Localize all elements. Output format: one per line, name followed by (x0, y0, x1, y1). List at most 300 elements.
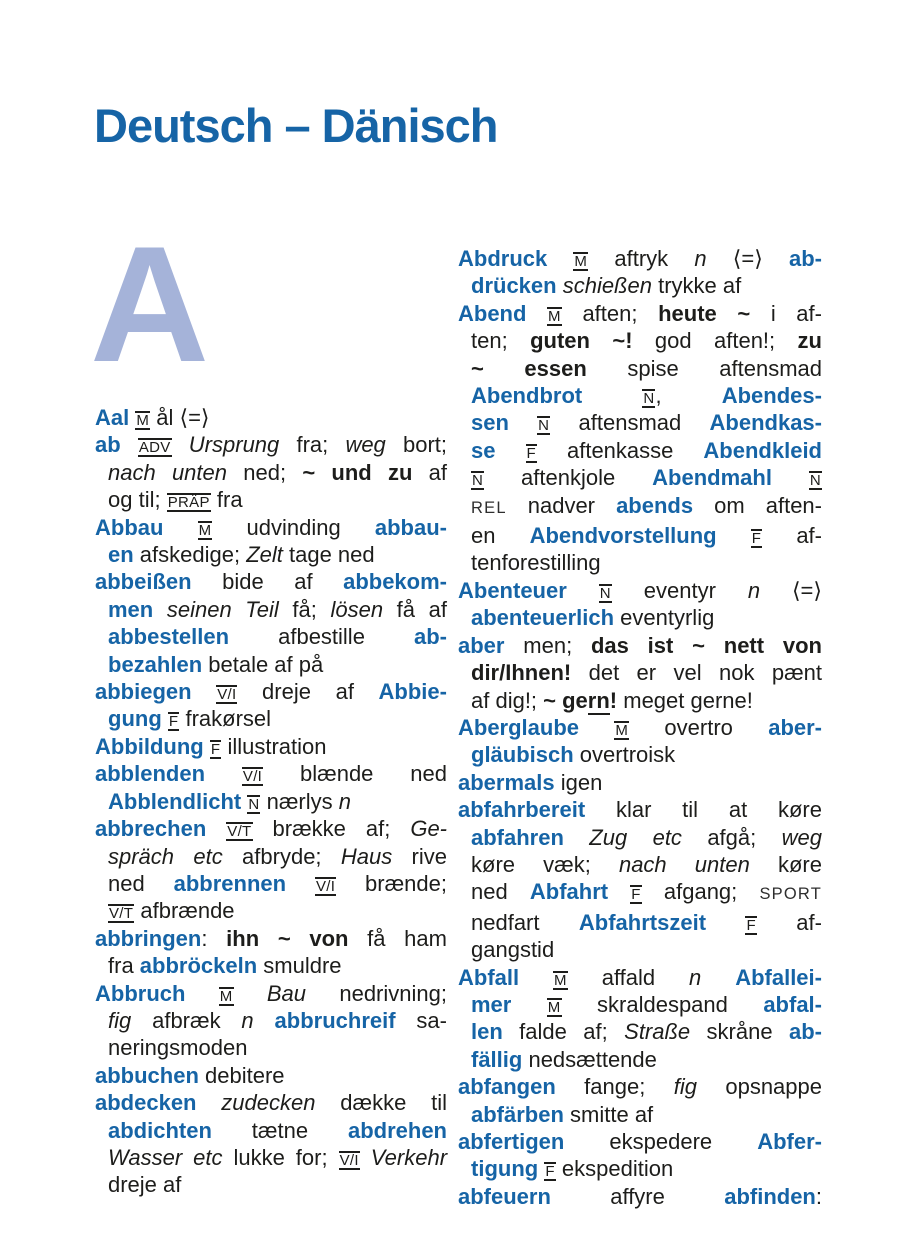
headword: abdecken (95, 1090, 222, 1116)
dictionary-entry (95, 431, 447, 513)
headword: abenteuerlich (471, 605, 615, 631)
translation-text: fra; (279, 432, 346, 458)
translation-text: få ham (348, 925, 447, 951)
headword: Abbildung (95, 733, 210, 759)
entry-line (458, 991, 822, 1018)
translation-text: tenforestilling (471, 550, 601, 576)
gender-marker: F (526, 444, 536, 462)
translation-text: afbestille (229, 624, 414, 650)
usage-italic: Haus (340, 843, 393, 869)
translation-text: aftryk (588, 246, 695, 271)
translation-text: eventyrlig (614, 605, 715, 631)
gender-marker: V/T (109, 905, 134, 923)
entry-line (458, 245, 822, 272)
entry-line (458, 824, 822, 851)
dictionary-entry (95, 925, 447, 980)
translation-text: lukke for; (222, 1144, 339, 1170)
entry-line (95, 514, 447, 541)
dictionary-entry (458, 632, 822, 714)
gender-marker: N (248, 795, 260, 813)
entry-line (95, 870, 447, 897)
translation-text: tætne (211, 1117, 348, 1143)
translation-text: i af- (750, 300, 822, 326)
translation-text: overtroisk (573, 742, 676, 768)
usage-italic: spräch etc (108, 843, 223, 869)
translation-text: afbrænde (134, 898, 235, 924)
entry-line (95, 1117, 447, 1144)
translation-text: og til; (108, 487, 167, 513)
usage-italic: Zug etc (589, 824, 682, 850)
translation-text: afbryde; (222, 843, 341, 869)
translation-text: få af (383, 596, 448, 622)
translation-text: sa- (395, 1007, 447, 1033)
gender-marker: V/I (315, 877, 336, 895)
dictionary-entry (458, 769, 822, 796)
translation-text: afbræk (131, 1007, 242, 1033)
headword: ab- (789, 246, 822, 271)
translation-text: af- (762, 523, 822, 549)
translation-text: aftensmad (550, 410, 710, 436)
headword: Aal (95, 405, 136, 430)
usage-italic: zudecken (221, 1090, 316, 1116)
phrase-bold: zu (797, 328, 822, 354)
translation-text: aftenkasse (536, 437, 704, 463)
headword: Abfahrtszeit (578, 909, 746, 935)
dictionary-entry (95, 1062, 447, 1089)
usage-italic: Verkehr (359, 1144, 448, 1170)
phrase-bold: ihn ~ von (226, 925, 349, 951)
translation-text: tage ned (282, 542, 375, 568)
dictionary-entry (95, 678, 447, 733)
dictionary-entry (458, 245, 822, 300)
translation-text: afgang; (641, 879, 760, 905)
headword: aber (458, 632, 505, 658)
headword: abfahren (471, 824, 590, 850)
entry-line (458, 796, 822, 823)
translation-text: smuldre (257, 953, 342, 979)
entry-line (95, 541, 447, 568)
gender-marker: V/I (217, 686, 237, 704)
translation-text: køre væk; (471, 851, 619, 877)
headword: se (471, 437, 526, 463)
gender-marker: F (210, 740, 221, 758)
headword: Abendkleid (703, 437, 822, 463)
gender-marker: V/I (242, 768, 263, 786)
headword: abfahrbereit (458, 797, 586, 823)
translation-text: ten; (471, 328, 531, 354)
translation-text: opsnappe (696, 1074, 822, 1100)
translation-text: eventyr (611, 577, 748, 603)
headword: abbiegen (95, 679, 217, 705)
entry-line (95, 952, 447, 979)
usage-italic: n (689, 964, 702, 990)
translation-text: klar til at køre (585, 797, 822, 823)
entry-line (458, 851, 822, 878)
headword: Abbruch (95, 980, 219, 1006)
entry-line (458, 437, 822, 464)
entry-line (95, 1007, 447, 1034)
gender-marker: PRÄP (167, 494, 210, 512)
entry-line (95, 705, 447, 732)
translation-text: af (412, 459, 448, 485)
headword: gung (108, 706, 168, 732)
gender-marker: V/T (227, 823, 252, 841)
translation-text: fange; (555, 1074, 674, 1100)
entry-line (95, 1144, 447, 1171)
dictionary-entry (458, 1183, 822, 1210)
dictionary-entry (458, 714, 822, 769)
translation-text: om aften- (693, 492, 822, 518)
headword: Abbau (95, 514, 198, 540)
entry-line (95, 897, 447, 924)
translation-text: nedfart (471, 909, 579, 935)
headword: aber- (768, 714, 822, 740)
entry-line (95, 788, 447, 815)
translation-text: overtro (629, 714, 769, 740)
headword: Aberglaube (458, 714, 615, 740)
usage-italic: n (747, 577, 761, 603)
translation-text: brænde; (336, 870, 448, 896)
entry-line (95, 404, 447, 431)
headword: Abend (458, 300, 548, 326)
translation-text: ned (471, 879, 530, 905)
entry-line (458, 300, 822, 327)
translation-text: smitte af (563, 1101, 654, 1127)
entry-line (458, 936, 822, 963)
headword: Abdruck (458, 246, 574, 271)
gender-marker: ADV (138, 439, 171, 457)
phrase-bold: ! (609, 687, 618, 713)
headword: tigung (471, 1156, 545, 1182)
translation-text: blænde ned (263, 761, 447, 787)
headword: abbeißen (95, 569, 192, 595)
headword: abermals (458, 769, 555, 795)
gender-marker: M (554, 971, 567, 989)
usage-italic: seinen Teil (166, 596, 279, 622)
headword: Abblendlicht (108, 788, 248, 814)
gender-marker: F (631, 886, 641, 904)
usage-italic: fig (673, 1074, 697, 1100)
entry-line (95, 568, 447, 595)
entry-line (458, 632, 822, 659)
headword: Abendkas- (709, 410, 822, 436)
entry-line (458, 604, 822, 631)
entry-line (458, 964, 822, 991)
entry-line (458, 687, 822, 714)
entry-line (95, 651, 447, 678)
headword: Abenteuer (458, 577, 599, 603)
gender-marker: V/I (339, 1151, 359, 1169)
translation-text: få; (278, 596, 331, 622)
headword: fällig (471, 1046, 523, 1072)
page-title: Deutsch – Dänisch (94, 99, 498, 152)
translation-text: aften; (561, 300, 659, 326)
headword: abbekom- (343, 569, 447, 595)
gender-marker: M (615, 721, 629, 739)
entry-line (95, 1062, 447, 1089)
headword: Abfallei- (735, 964, 822, 990)
gender-marker: F (168, 713, 179, 731)
translation-text: nedrivning; (306, 980, 447, 1006)
usage-italic: lösen (330, 596, 384, 622)
translation-text: : (815, 1183, 822, 1209)
entry-line (95, 980, 447, 1007)
headword: gläubisch (471, 742, 574, 768)
phrase-bold: heute ~ (658, 300, 751, 326)
entry-line (458, 409, 822, 436)
usage-italic: n (338, 788, 351, 814)
translation-text: dække til (315, 1090, 447, 1116)
usage-italic: fig (108, 1007, 132, 1033)
headword: abblenden (95, 761, 242, 787)
translation-text: frakørsel (179, 706, 272, 732)
translation-text: ål ⟨=⟩ (150, 405, 210, 430)
gender-marker: N (643, 390, 655, 408)
translation-text: af dig!; (471, 687, 544, 713)
usage-italic: n (241, 1007, 254, 1033)
phrase-bold: ~ und zu (302, 459, 413, 485)
headword: ab- (414, 624, 447, 650)
field-label: REL (471, 498, 507, 517)
usage-italic: Bau (233, 980, 307, 1006)
entry-line (95, 1034, 447, 1061)
dictionary-entry (458, 577, 822, 632)
entry-line (458, 741, 822, 768)
translation-text (254, 1008, 275, 1033)
usage-italic: nach unten (618, 851, 750, 877)
entry-line (458, 327, 822, 354)
entry-line (95, 1089, 447, 1116)
column-right (458, 245, 822, 1210)
translation-text: køre (749, 851, 822, 877)
headword: sen (471, 410, 538, 436)
headword: abbruchreif (274, 1007, 396, 1033)
gender-marker: M (574, 253, 588, 270)
translation-text: fra (108, 953, 140, 979)
dictionary-entry (95, 733, 447, 760)
headword: mer (471, 991, 547, 1017)
entry-line (95, 925, 447, 952)
entry-line (458, 714, 822, 741)
translation-text (701, 965, 735, 990)
entry-line (95, 760, 447, 787)
gender-marker: F (746, 916, 756, 934)
phrase-bold-underline: rn (587, 687, 610, 713)
dictionary-entry (95, 1089, 447, 1199)
dictionary-entry (95, 980, 447, 1062)
usage-italic: Ursprung (171, 432, 280, 458)
translation-text: dreje af (108, 1172, 182, 1198)
translation-text: debitere (198, 1062, 285, 1088)
translation-text: fra (210, 487, 243, 513)
phrase-bold: ~ essen (471, 355, 587, 381)
usage-italic: Straße (624, 1019, 691, 1045)
headword: Abfall (458, 964, 554, 990)
phrase-bold: guten ~! (530, 328, 633, 354)
headword: abbestellen (108, 624, 230, 650)
headword: abbringen (95, 925, 202, 951)
headword: abbau- (374, 514, 447, 540)
entry-line (458, 1018, 822, 1045)
entry-line (458, 1155, 822, 1182)
gender-marker: N (472, 472, 484, 490)
entry-line (458, 1128, 822, 1155)
headword: Abendes- (721, 383, 822, 409)
translation-text: bide af (191, 569, 344, 595)
headword: abbuchen (95, 1062, 199, 1088)
headword: ab (95, 432, 138, 458)
entry-line (458, 1046, 822, 1073)
headword: Abendvorstellung (529, 523, 751, 549)
usage-italic: schießen (562, 273, 652, 299)
gender-marker: M (547, 998, 561, 1016)
translation-text: neringsmoden (108, 1035, 248, 1061)
entry-line (458, 382, 822, 409)
translation-text: skråne (690, 1019, 789, 1045)
entry-line (95, 459, 447, 486)
translation-text: gangstid (471, 937, 555, 963)
headword: ab- (789, 1019, 822, 1045)
translation-text: illustration (221, 733, 327, 759)
headword: en (108, 542, 134, 568)
dictionary-entry (95, 568, 447, 678)
headword: len (471, 1019, 503, 1045)
translation-text: god aften!; (632, 328, 798, 354)
headword: men (108, 596, 167, 622)
translation-text: brække af; (252, 816, 411, 842)
entry-line (458, 909, 822, 936)
entry-line (458, 464, 822, 491)
translation-text: igen (554, 769, 603, 795)
headword: drücken (471, 273, 563, 299)
translation-text: ekspedition (555, 1156, 674, 1182)
translation-text: falde af; (502, 1019, 625, 1045)
headword: abfal- (763, 991, 822, 1017)
entry-line (458, 355, 822, 382)
headword: Abendmahl (652, 465, 809, 491)
translation-text: ned (108, 870, 174, 896)
usage-italic: nach unten (108, 459, 228, 485)
section-letter: A (90, 212, 210, 396)
usage-italic: weg (781, 824, 822, 850)
translation-text: af- (756, 909, 822, 935)
usage-italic: Wasser etc (108, 1144, 223, 1170)
translation-text: trykke af (651, 273, 742, 299)
column-left (95, 404, 447, 1199)
entry-line (95, 815, 447, 842)
dictionary-entry (95, 815, 447, 925)
entry-line (458, 272, 822, 299)
dictionary-entry (458, 300, 822, 577)
translation-text: udvinding (212, 514, 375, 540)
headword: bezahlen (108, 651, 203, 677)
translation-text: betale af på (202, 651, 324, 677)
translation-text: aftenkjole (484, 465, 653, 491)
headword: abfärben (471, 1101, 564, 1127)
entry-line (95, 431, 447, 458)
translation-text: ekspedere (564, 1129, 758, 1154)
dictionary-entry (95, 404, 447, 431)
gender-marker: M (219, 987, 233, 1005)
translation-text: : (201, 925, 227, 951)
headword: Abbie- (378, 679, 447, 705)
headword: abfeuern (458, 1183, 551, 1209)
translation-text: det er vel nok pænt (571, 660, 822, 686)
headword: Abfahrt (529, 879, 631, 905)
translation-text: affald (567, 964, 690, 990)
entry-line (458, 1073, 822, 1100)
gender-marker: M (198, 521, 212, 539)
phrase-bold: dir/Ihnen! (471, 660, 572, 686)
entry-line (95, 1171, 447, 1198)
translation-text: bort; (385, 432, 447, 458)
translation-text: meget gerne! (617, 687, 753, 713)
field-label: SPORT (759, 885, 822, 904)
headword: abfertigen (458, 1129, 565, 1154)
gender-marker: M (136, 412, 150, 429)
usage-italic: n (694, 246, 707, 271)
entry-line (95, 486, 447, 513)
gender-marker: N (599, 584, 611, 602)
translation-text: ⟨=⟩ (706, 246, 789, 271)
translation-text: nærlys (260, 788, 339, 814)
entry-line (95, 678, 447, 705)
translation-text: ned; (227, 459, 303, 485)
usage-italic: Ge- (410, 816, 448, 842)
translation-text: spise aftensmad (586, 355, 823, 381)
dictionary-entry (95, 760, 447, 815)
headword: abfinden (724, 1183, 816, 1209)
entry-line (95, 733, 447, 760)
entry-line (458, 769, 822, 796)
headword: abfangen (458, 1074, 556, 1100)
translation-text: skraldespand (561, 991, 764, 1017)
dictionary-entry (458, 796, 822, 963)
entry-line (458, 577, 822, 604)
headword: abbröckeln (139, 953, 258, 979)
dictionary-entry (458, 1073, 822, 1128)
translation-text: afskedige; (133, 542, 247, 568)
entry-line (95, 623, 447, 650)
entry-line (458, 1101, 822, 1128)
translation-text: nedsættende (522, 1046, 657, 1072)
translation-text: affyre (550, 1183, 725, 1209)
headword: abdrehen (347, 1117, 447, 1143)
headword: abdichten (108, 1117, 212, 1143)
gender-marker: F (545, 1163, 555, 1181)
dictionary-entry (458, 1128, 822, 1183)
headword: abends (616, 492, 694, 518)
entry-line (458, 659, 822, 686)
translation-text: nadver (506, 492, 617, 518)
entry-line (95, 596, 447, 623)
translation-text: dreje af (237, 679, 379, 705)
headword: abbrennen (173, 870, 315, 896)
entry-line (458, 878, 822, 908)
entry-line (458, 1183, 822, 1210)
translation-text: rive (392, 843, 448, 869)
gender-marker: N (538, 417, 550, 435)
entry-line (95, 843, 447, 870)
translation-text: afgå; (681, 824, 782, 850)
usage-italic: Zelt (246, 542, 283, 568)
usage-italic: weg (345, 432, 386, 458)
entry-line (458, 492, 822, 522)
dictionary-entry (95, 514, 447, 569)
translation-text: , (655, 383, 722, 409)
entry-line (458, 522, 822, 549)
gender-marker: M (548, 307, 561, 325)
